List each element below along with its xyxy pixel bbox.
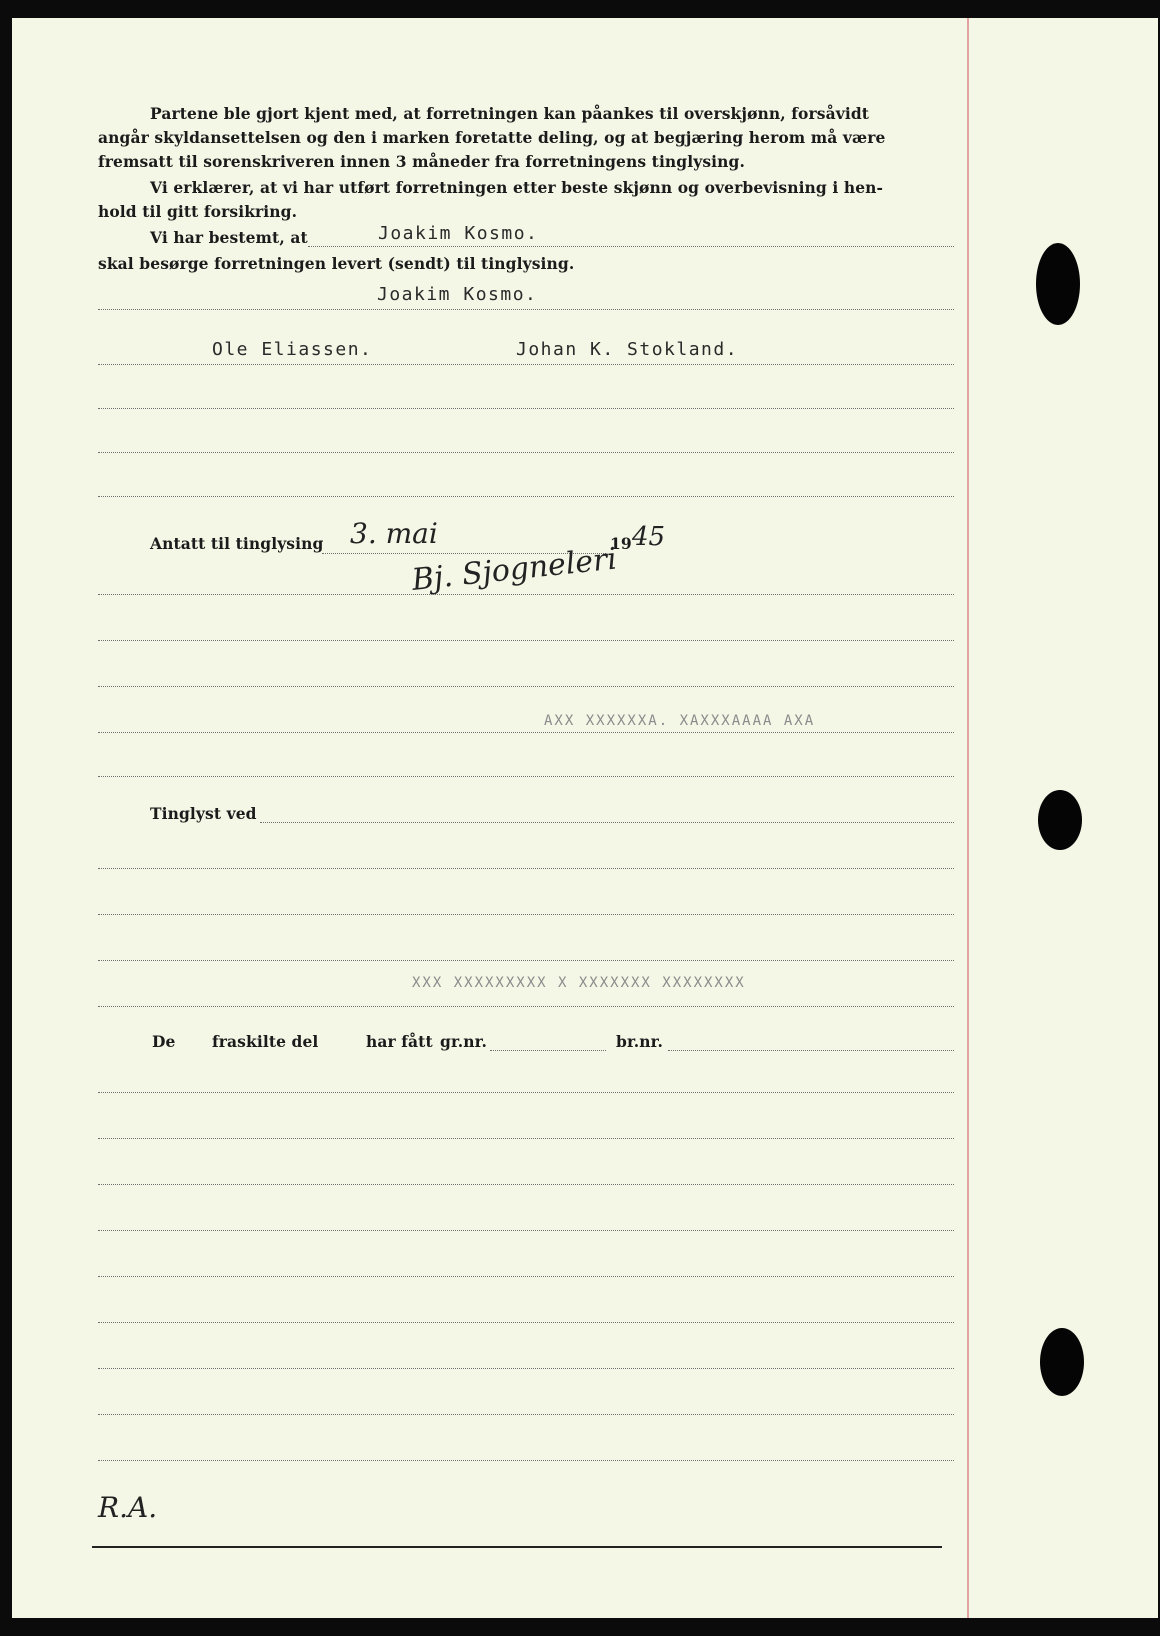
- strikethrough-typing: AXX XXXXXXA. XAXXXAAAA AXA: [544, 713, 816, 729]
- blank-rule: [98, 496, 954, 497]
- blank-rule: [98, 1092, 954, 1093]
- blank-rule: [98, 1276, 954, 1277]
- antatt-year-suffix: 45: [632, 522, 666, 552]
- paragraph-line: Partene ble gjort kjent med, at forretningen kan påankes til overskjønn, forsåvidt: [150, 104, 870, 123]
- antatt-year-prefix: 19: [610, 534, 632, 553]
- fraskilt-del: fraskilte del: [212, 1032, 319, 1051]
- blank-rule: [98, 640, 954, 641]
- paragraph-line: Vi erklærer, at vi har utført forretningen etter beste skjønn og overbevisning i hen-: [150, 178, 884, 197]
- bestemt-rule: [308, 246, 954, 247]
- blank-rule: [98, 960, 954, 961]
- fraskilt-de: De: [152, 1032, 176, 1051]
- blank-rule: [98, 732, 954, 733]
- fraskilt-har-fatt: har fått: [366, 1032, 433, 1051]
- blank-rule: [98, 1414, 954, 1415]
- paragraph-line: angår skyldansettelsen og den i marken foretatte deling, og at begjæring herom må være: [98, 128, 886, 147]
- blank-rule: [98, 868, 954, 869]
- blank-rule: [98, 1322, 954, 1323]
- punch-hole-middle: [1038, 790, 1082, 850]
- initials-mark: R.A.: [98, 1491, 158, 1524]
- grnr-rule: [490, 1050, 606, 1051]
- bottom-rule: [92, 1546, 942, 1548]
- blank-rule: [98, 408, 954, 409]
- judge-rule: [98, 594, 954, 595]
- strikethrough-typing: XXX XXXXXXXXX X XXXXXXX XXXXXXXX: [412, 975, 746, 991]
- signature-johan-stokland: Johan K. Stokland.: [516, 339, 739, 360]
- antatt-label: Antatt til tinglysing: [150, 534, 324, 553]
- signature-rule-1: [98, 309, 954, 310]
- signature-rule-2: [98, 364, 954, 365]
- punch-hole-top: [1036, 243, 1080, 325]
- blank-rule: [98, 1368, 954, 1369]
- blank-rule: [98, 1460, 954, 1461]
- paragraph-line: fremsatt til sorenskriveren innen 3 måneder fra forretningens tinglysing.: [98, 152, 745, 171]
- signature-ole-eliassen: Ole Eliassen.: [212, 339, 373, 360]
- blank-rule: [98, 1138, 954, 1139]
- blank-rule: [98, 452, 954, 453]
- signature-joakim-kosmo: Joakim Kosmo.: [377, 284, 538, 305]
- blank-rule: [98, 1006, 954, 1007]
- judge-signature: Bj. Sjogneleri: [410, 541, 619, 598]
- paragraph-line: hold til gitt forsikring.: [98, 202, 298, 221]
- blank-rule: [98, 686, 954, 687]
- punch-hole-bottom: [1040, 1328, 1084, 1396]
- fraskilt-grnr: gr.nr.: [440, 1032, 487, 1051]
- brnr-rule: [668, 1050, 954, 1051]
- tinglyst-rule: [260, 822, 954, 823]
- blank-rule: [98, 1184, 954, 1185]
- fraskilt-brnr: br.nr.: [616, 1032, 663, 1051]
- margin-line: [967, 18, 969, 1618]
- antatt-date: 3. mai: [350, 517, 438, 550]
- blank-rule: [98, 1230, 954, 1231]
- tinglyst-label: Tinglyst ved: [150, 804, 257, 823]
- bestemt-value: Joakim Kosmo.: [378, 223, 539, 244]
- blank-rule: [98, 776, 954, 777]
- levert-line: skal besørge forretningen levert (sendt) til tinglysing.: [98, 254, 575, 273]
- document-page: [12, 18, 1158, 1618]
- bestemt-label: Vi har bestemt, at: [150, 228, 308, 247]
- blank-rule: [98, 914, 954, 915]
